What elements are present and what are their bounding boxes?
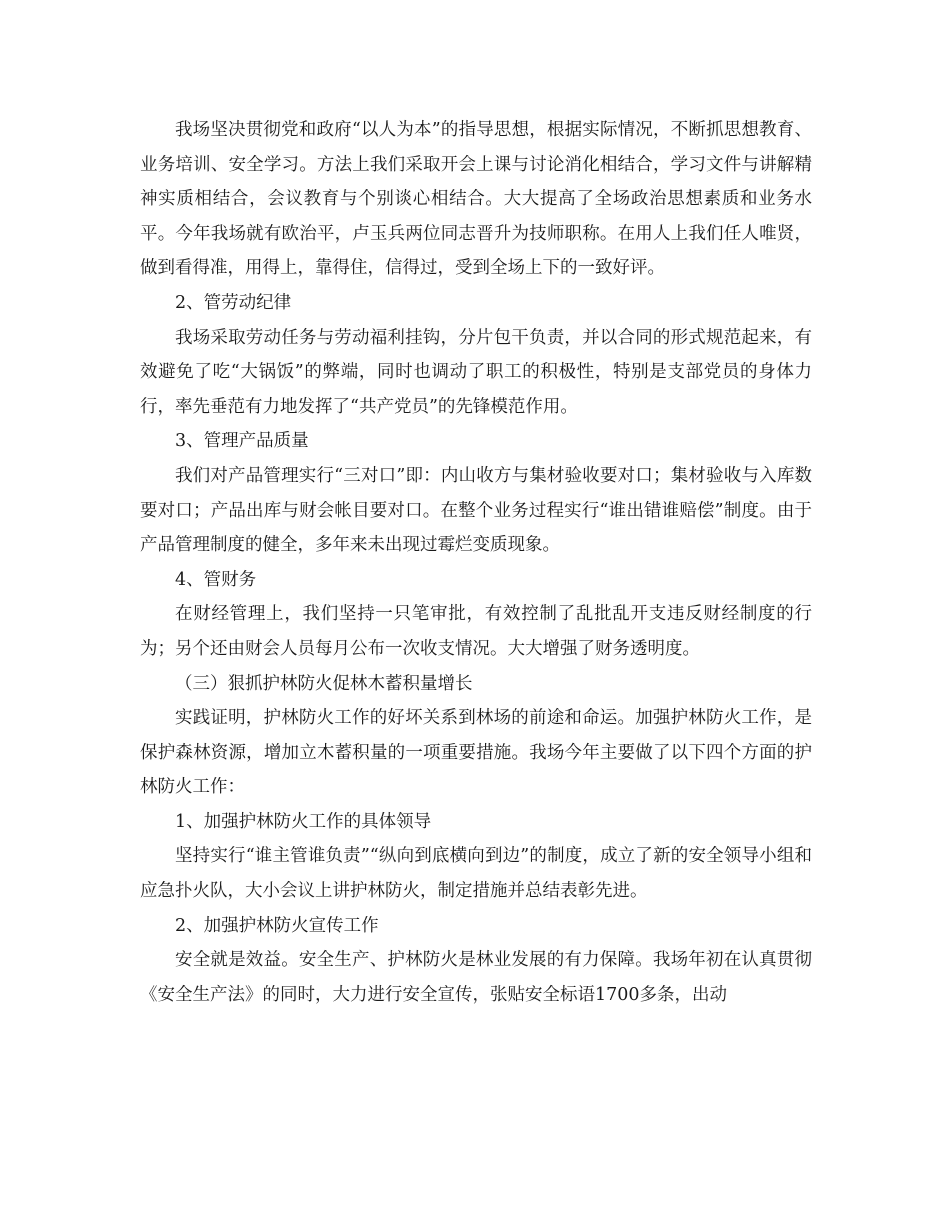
heading-product-quality: 3、管理产品质量 xyxy=(175,431,309,452)
paragraph-fire-publicity: 安全就是效益。安全生产、护林防火是林业发展的有力保障。我场年初在认真贯彻《安全生产法》的同时，大力进行安全宣传，张贴安全标语1700多条，出动 xyxy=(140,950,812,1005)
heading-labor-discipline: 2、管劳动纪律 xyxy=(175,292,292,313)
paragraph-labor-discipline: 我场采取劳动任务与劳动福利挂钩，分片包干负责，并以合同的形式规范起来，有效避免了吃“大锅饭”的弊端，同时也调动了职工的积极性，特别是支部党员的身体力行，率先垂范有力地发挥了“共产党员”的先锋模范作用。 xyxy=(140,327,812,417)
paragraph-ideology-education: 我场坚决贯彻党和政府“以人为本”的指导思想，根据实际情况，不断抓思想教育、业务培训、安全学习。方法上我们采取开会上课与讨论消化相结合，学习文件与讲解精神实质相结合，会议教育与个别谈心相结合。大大提高了全场政治思想素质和业务水平。今年我场就有欧治平，卢玉兵两位同志晋升为技师职称。在用人上我们任人唯贤，做到看得准，用得上，靠得住，信得过，受到全场上下的一致好评。 xyxy=(140,120,812,279)
heading-section-three: （三）狠抓护林防火促林木蓄积量增长 xyxy=(175,673,473,694)
document-body xyxy=(140,113,812,1012)
paragraph-product-quality: 我们对产品管理实行“三对口”即：内山收方与集材验收要对口；集材验收与入库数要对口；产品出库与财会帐目要对口。在整个业务过程实行“谁出错谁赔偿”制度。由于产品管理制度的健全，多年来未出现过霉烂变质现象。 xyxy=(140,465,812,556)
paragraph-fire-prevention-intro: 实践证明，护林防火工作的好坏关系到林场的前途和命运。加强护林防火工作，是保护森林资源，增加立木蓄积量的一项重要措施。我场今年主要做了以下四个方面的护林防火工作： xyxy=(140,708,812,798)
heading-finance: 4、管财务 xyxy=(175,569,257,590)
paragraph-fire-leadership: 坚持实行“谁主管谁负责”“纵向到底横向到边”的制度，成立了新的安全领导小组和应急扑火队，大小会议上讲护林防火，制定措施并总结表彰先进。 xyxy=(140,846,812,902)
heading-fire-leadership: 1、加强护林防火工作的具体领导 xyxy=(175,811,432,832)
paragraph-finance: 在财经管理上，我们坚持一只笔审批，有效控制了乱批乱开支违反财经制度的行为；另个还由财会人员每月公布一次收支情况。大大增强了财务透明度。 xyxy=(140,604,812,659)
heading-fire-publicity: 2、加强护林防火宣传工作 xyxy=(175,915,379,936)
